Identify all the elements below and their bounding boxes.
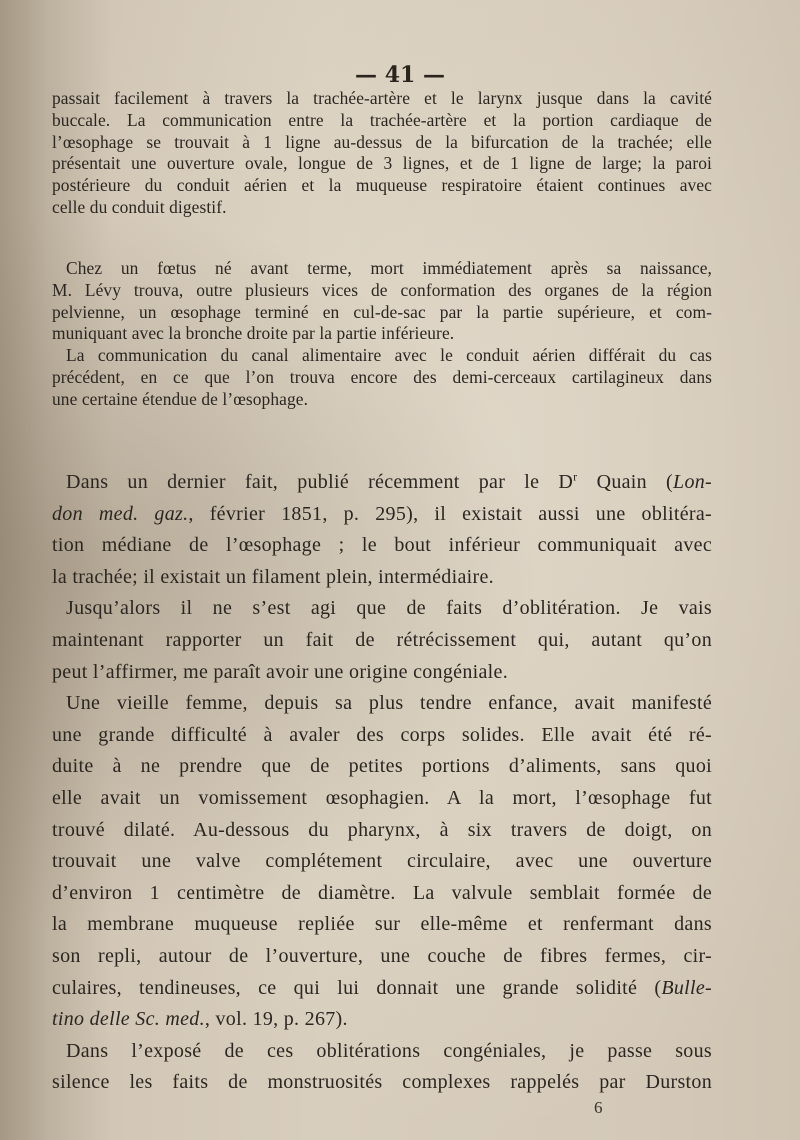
text-line: Jusqu’alors il ne s’est agi que de faits d’oblitération. Je vais xyxy=(66,597,712,620)
text-line: M. Lévy trouva, outre plusieurs vices de conformation des organes de la région xyxy=(52,279,712,300)
text-line: trouvé dilaté. Au-dessous du pharynx, à six travers de doigt, on xyxy=(52,818,712,841)
text-line: La communication du canal alimentaire avec le conduit aérien différait du cas xyxy=(66,345,712,366)
text-line: duite à ne prendre que de petites portions d’aliments, sans quoi xyxy=(52,755,712,778)
text-line: la trachée; il existait un filament plein, intermédiaire. xyxy=(52,565,494,588)
text-line: une grande difficulté à avaler des corps solides. Elle avait été ré- xyxy=(52,723,712,746)
text-line: précédent, en ce que l’on trouva encore des demi-cerceaux cartilagineux dans xyxy=(52,366,712,387)
text-line: muniquant avec la bronche droite par la partie inférieure. xyxy=(52,323,455,344)
text-line: son repli, autour de l’ouverture, une couche de fibres fermes, cir- xyxy=(52,944,712,967)
text-line: trouvait une valve complétement circulaire, avec une ouverture xyxy=(52,850,712,873)
text-line: d’environ 1 centimètre de diamètre. La valvule semblait formée de xyxy=(52,881,712,904)
text-line: tino delle Sc. med., vol. 19, p. 267). xyxy=(52,1008,348,1031)
text-line: don med. gaz., février 1851, p. 295), il existait aussi une oblitéra- xyxy=(52,502,712,525)
text-line: peut l’affirmer, me paraît avoir une origine congéniale. xyxy=(52,660,508,683)
text-line: culaires, tendineuses, ce qui lui donnait une grande solidité (Bulle- xyxy=(52,976,712,999)
text-line: Dans un dernier fait, publié récemment par le $D^r$ Quain (Lon- xyxy=(66,469,712,493)
text-line: la membrane muqueuse repliée sur elle-même et renfermant dans xyxy=(52,913,712,936)
text-line: silence les faits de monstruosités complexes rappelés par Durston xyxy=(52,1071,712,1094)
text-line: passait facilement à travers la trachée-artère et le larynx jusque dans la cavité xyxy=(52,88,712,108)
paragraph-continuation xyxy=(52,88,712,219)
text-line: Chez un fœtus né avant terme, mort immédiatement après sa naissance, xyxy=(66,258,712,278)
text-line: une certaine étendue de l’œsophage. xyxy=(52,388,309,409)
paragraph-fetus xyxy=(52,258,712,411)
signature-mark: 6 xyxy=(594,1098,603,1117)
text-line: celle du conduit digestif. xyxy=(52,196,227,217)
text-line: l’œsophage se trouvait à 1 ligne au-dessus de la bifurcation de la trachée; elle xyxy=(52,131,712,152)
text-line: pelvienne, un œsophage terminé en cul-de-sac par la partie supérieure, et com- xyxy=(52,301,712,322)
text-line: elle avait un vomissement œsophagien. A la mort, l’œsophage fut xyxy=(52,786,712,809)
page-number: — 41 — xyxy=(355,62,445,88)
text-line: présentait une ouverture ovale, longue de 3 lignes, et de 1 ligne de large; la paroi xyxy=(52,153,712,174)
text-line: tion médiane de l’œsophage ; le bout inférieur communiquait avec xyxy=(52,534,712,557)
text-line: maintenant rapporter un fait de rétrécissement qui, autant qu’on xyxy=(52,628,712,651)
text-line: postérieure du conduit aérien et la muqueuse respiratoire étaient continues avec xyxy=(52,175,712,196)
text-line: buccale. La communication entre la trachée-artère et la portion cardiaque de xyxy=(52,109,712,130)
text-line: Dans l’exposé de ces oblitérations congéniales, je passe sous xyxy=(66,1039,712,1062)
text-line: Une vieille femme, depuis sa plus tendre enfance, avait manifesté xyxy=(66,692,712,715)
main-text xyxy=(52,467,712,1099)
